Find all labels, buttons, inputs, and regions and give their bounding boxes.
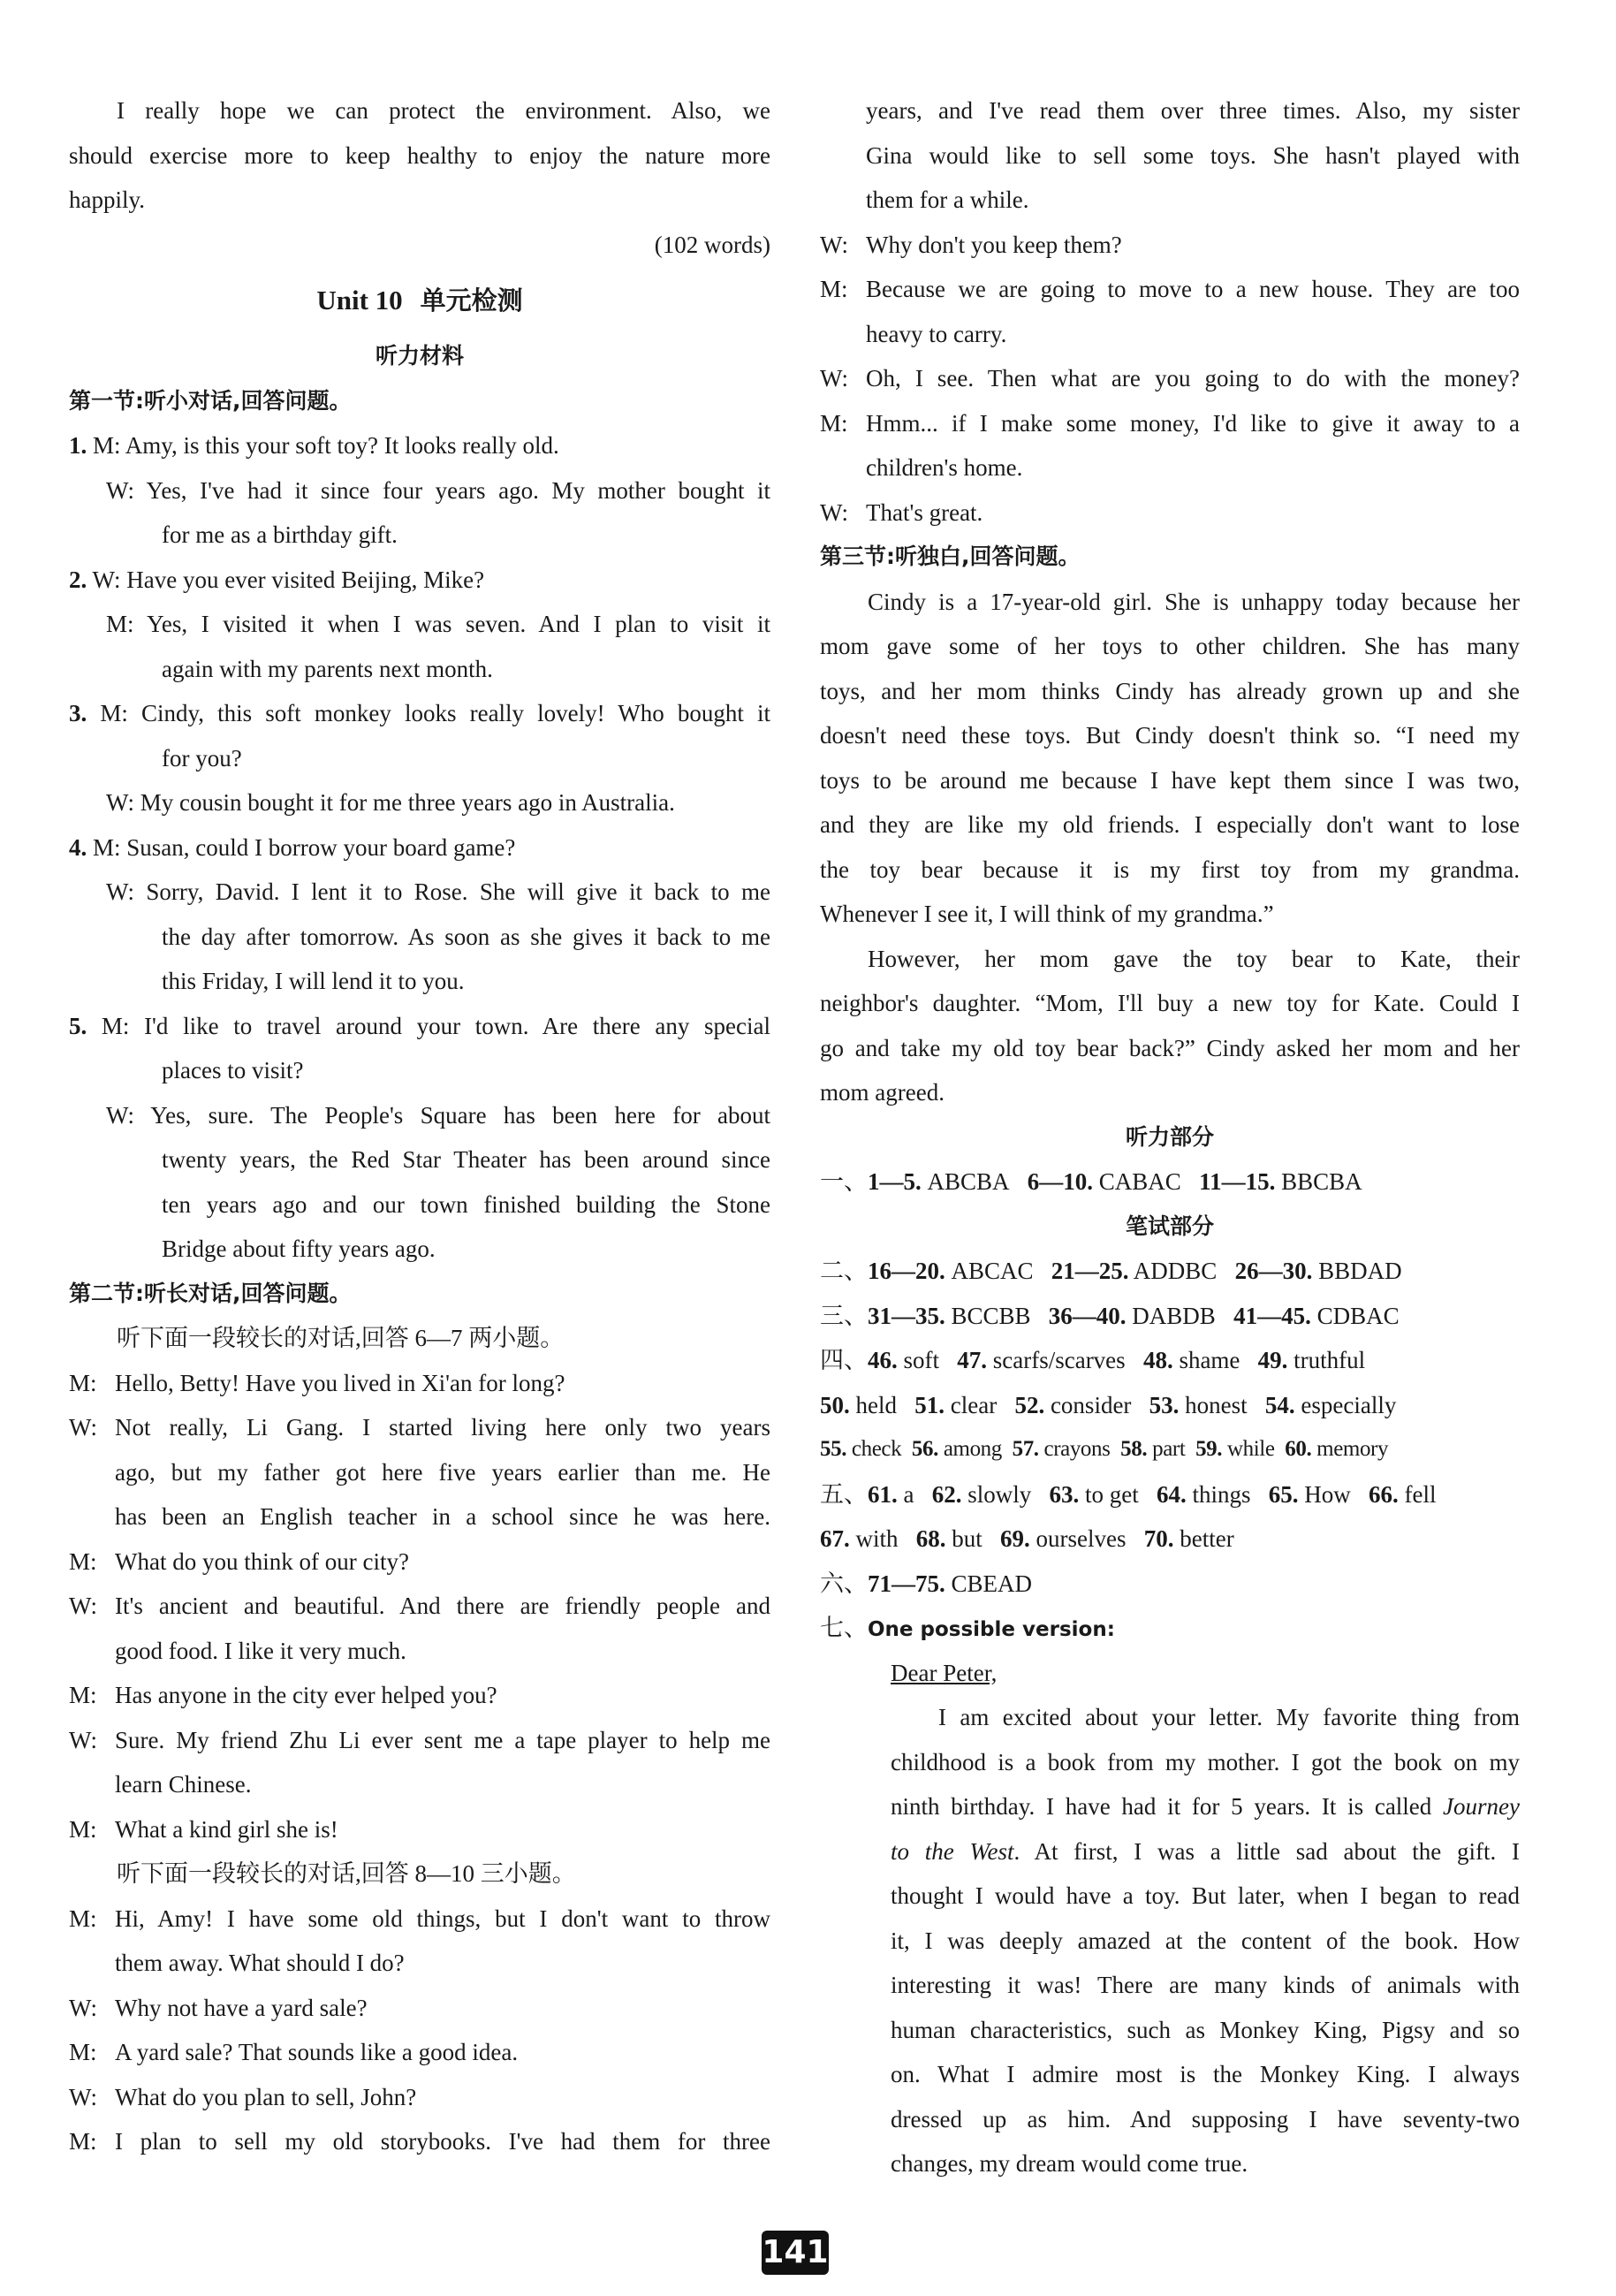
book-title: Journey — [1443, 1793, 1520, 1820]
listening-part-heading: 听力部分 — [1125, 1123, 1214, 1150]
monologue-line: go and take my old toy bear back?” Cindy asked her mom and her — [820, 1034, 1520, 1061]
dialogue-line: 4. M: Susan, could I borrow your board game? — [69, 833, 516, 861]
dialogue-line: heavy to carry. — [866, 320, 1007, 347]
page-number: 141 — [762, 2231, 829, 2275]
letter-line: childhood is a book from my mother. I got the book on my — [891, 1748, 1520, 1775]
letter-line: on. What I admire most is the Monkey King. I always — [891, 2061, 1520, 2087]
letter-line: ninth birthday. I have had it for 5 years. It is called Journey — [891, 1793, 1520, 1820]
dialogue-line: M: I plan to sell my old storybooks. I've had them for three — [69, 2128, 770, 2155]
dialogue-line: children's home. — [866, 454, 1023, 481]
dialogue-line: W: Oh, I see. Then what are you going to do with the money? — [820, 365, 1520, 392]
letter-line: human characteristics, such as Monkey King, Pigsy and so — [891, 2016, 1520, 2043]
monologue-line: the toy bear because it is my first toy from my grandma. — [820, 855, 1520, 883]
dialogue-line: Bridge about fifty years ago. — [162, 1235, 436, 1262]
unit-title-en: Unit 10 — [316, 285, 403, 316]
answer-row: 六、71—75. CBEAD — [820, 1570, 1033, 1597]
answer-row: 67. with 68. but 69. ourselves 70. better — [820, 1525, 1234, 1552]
letter-line: dressed up as him. And supposing I have seventy-two — [891, 2105, 1520, 2133]
dialogue-line: W: Sorry, David. I lent it to Rose. She will give it back to me — [106, 878, 770, 905]
letter-line: interesting it was! There are many kinds of animals with — [891, 1972, 1520, 1998]
dialogue-line: years, and I've read them over three times. Also, my sister — [866, 97, 1520, 124]
book-title: to the West — [891, 1837, 1014, 1865]
monologue-line: toys, and her mom thinks Cindy has already grown up and she — [820, 677, 1520, 704]
dialogue-line: M: What do you think of our city? — [69, 1547, 409, 1575]
letter-line: thought I would have a toy. But later, when I began to read — [891, 1882, 1520, 1909]
section-2-heading: 第二节:听长对话,回答问题。 — [69, 1280, 352, 1306]
dialogue-line: ten years ago and our town finished building the Stone — [162, 1190, 770, 1218]
dialogue-line: W: What do you plan to sell, John? — [69, 2083, 417, 2110]
dialogue-line: W: Why not have a yard sale? — [69, 1994, 368, 2021]
monologue-line: mom gave some of her toys to other children. She has many — [820, 633, 1520, 659]
dialogue-line: for you? — [162, 744, 242, 772]
dialogue-line: W: My cousin bought it for me three years ago in Australia. — [106, 789, 675, 816]
dialogue-line: them for a while. — [866, 186, 1029, 213]
answer-row: 七、One possible version: — [820, 1615, 1115, 1641]
monologue-line: neighbor's daughter. “Mom, I'll buy a new toy for Kate. Could I — [820, 990, 1520, 1016]
letter-line: it, I was deeply amazed at the content of the book. How — [891, 1927, 1520, 1954]
dialogue-line: Gina would like to sell some toys. She hasn't played with — [866, 141, 1520, 169]
dialogue-line: places to visit? — [162, 1057, 304, 1083]
dialogue-line: good food. I like it very much. — [115, 1637, 406, 1664]
dialogue-line: W: Why don't you keep them? — [820, 231, 1122, 258]
dialogue-line: for me as a birthday gift. — [162, 521, 398, 548]
left-column — [69, 88, 770, 2164]
dialogue-line: has been an English teacher in a school since he was here. — [115, 1503, 770, 1530]
written-part-heading: 笔试部分 — [1125, 1213, 1214, 1239]
dialogue-line: M: Has anyone in the city ever helped you? — [69, 1682, 497, 1708]
answer-row: 五、61. a 62. slowly 63. to get 64. things 65. How 66. fell — [820, 1480, 1437, 1508]
monologue-line: Whenever I see it, I will think of my grandma.” — [820, 901, 1274, 927]
letter-line: changes, my dream would come true. — [891, 2150, 1248, 2177]
monologue-line: However, her mom gave the toy bear to Kate, their — [868, 945, 1520, 972]
answer-row: 55. check 56. among 57. crayons 58. part 59. while 60. memory — [820, 1437, 1389, 1461]
dialogue-line: W: It's ancient and beautiful. And there are friendly people and — [69, 1593, 770, 1619]
monologue-line: mom agreed. — [820, 1079, 945, 1106]
dialogue-line: again with my parents next month. — [162, 655, 493, 682]
dialogue-line: W: Yes, sure. The People's Square has been here for about — [106, 1101, 770, 1129]
monologue-line: toys to be around me because I have kept them since I was two, — [820, 766, 1520, 794]
section-3-heading: 第三节:听独白,回答问题。 — [820, 544, 1081, 569]
intro-line: should exercise more to keep healthy to enjoy the nature more — [69, 141, 770, 169]
answer-row: 二、16—20. ABCAC 21—25. ADDBC 26—30. BBDAD — [820, 1258, 1402, 1284]
dialogue-line: learn Chinese. — [115, 1771, 252, 1798]
answer-row: 一、1—5. ABCBA 6—10. CABAC 11—15. BBCBA — [820, 1168, 1362, 1195]
intro-line: I really hope we can protect the environment. Also, we — [117, 97, 770, 124]
section-1-heading: 第一节:听小对话,回答问题。 — [69, 387, 352, 414]
letter-line: to the West. At first, I was a little sad about the gift. I — [891, 1837, 1520, 1865]
dialogue-line: this Friday, I will lend it to you. — [162, 968, 465, 994]
dialogue-line: W: Sure. My friend Zhu Li ever sent me a tape player to help me — [69, 1726, 770, 1753]
dialogue-line: M: Yes, I visited it when I was seven. And I plan to visit it — [106, 611, 770, 637]
answer-row: 三、31—35. BCCBB 36—40. DABDB 41—45. CDBAC — [820, 1302, 1400, 1329]
dialogue-line: 3. M: Cindy, this soft monkey looks really lovely! Who bought it — [69, 700, 770, 726]
dialogue-line: M: Hello, Betty! Have you lived in Xi'an for long? — [69, 1369, 565, 1396]
dialogue-line: M: Because we are going to move to a new house. They are too — [820, 276, 1520, 302]
unit-title — [69, 267, 770, 334]
dialogue-line: M: Hi, Amy! I have some old things, but I don't want to throw — [69, 1904, 770, 1932]
dialogue-line: M: Hmm... if I make some money, I'd like to give it away to a — [820, 409, 1520, 437]
instruction-6-7: 听下面一段较长的对话,回答 6—7 两小题。 — [117, 1325, 565, 1351]
dialogue-line: W: Not really, Li Gang. I started living here only two years — [69, 1414, 770, 1441]
dialogue-line: twenty years, the Red Star Theater has been around since — [162, 1146, 770, 1173]
dialogue-line: ago, but my father got here five years earlier than me. He — [115, 1458, 770, 1486]
dialogue-line: them away. What should I do? — [115, 1950, 405, 1976]
dialogue-line: 5. M: I'd like to travel around your town. Are there any special — [69, 1012, 770, 1039]
answer-row: 50. held 51. clear 52. consider 53. honest 54. especially — [820, 1391, 1397, 1418]
dialogue-line: the day after tomorrow. As soon as she gives it back to me — [162, 923, 770, 950]
dialogue-line: 1. M: Amy, is this your soft toy? It looks really old. — [69, 432, 559, 459]
dialogue-line: M: What a kind girl she is! — [69, 1815, 338, 1843]
word-count: (102 words) — [654, 231, 770, 258]
dialogue-line: W: Yes, I've had it since four years ago. My mother bought it — [106, 476, 770, 504]
letter-line: I am excited about your letter. My favorite thing from — [938, 1704, 1520, 1730]
dialogue-line: W: That's great. — [820, 498, 983, 526]
instruction-8-10: 听下面一段较长的对话,回答 8—10 三小题。 — [117, 1860, 576, 1887]
listening-material-heading: 听力材料 — [375, 343, 464, 369]
answer-row: 四、46. soft 47. scarfs/scarves 48. shame 49. truthful — [820, 1347, 1366, 1373]
intro-line: happily. — [69, 186, 145, 213]
monologue-line: and they are like my old friends. I especially don't want to lose — [820, 811, 1520, 838]
dialogue-line: 2. W: Have you ever visited Beijing, Mike? — [69, 566, 485, 593]
letter-greeting: Dear Peter, — [891, 1659, 998, 1686]
monologue-line: doesn't need these toys. But Cindy doesn't think so. “I need my — [820, 722, 1520, 749]
right-column — [820, 88, 1520, 2186]
monologue-line: Cindy is a 17-year-old girl. She is unhappy today because her — [868, 588, 1520, 615]
unit-title-zh: 单元检测 — [420, 285, 523, 316]
dialogue-line: M: A yard sale? That sounds like a good idea. — [69, 2039, 519, 2065]
